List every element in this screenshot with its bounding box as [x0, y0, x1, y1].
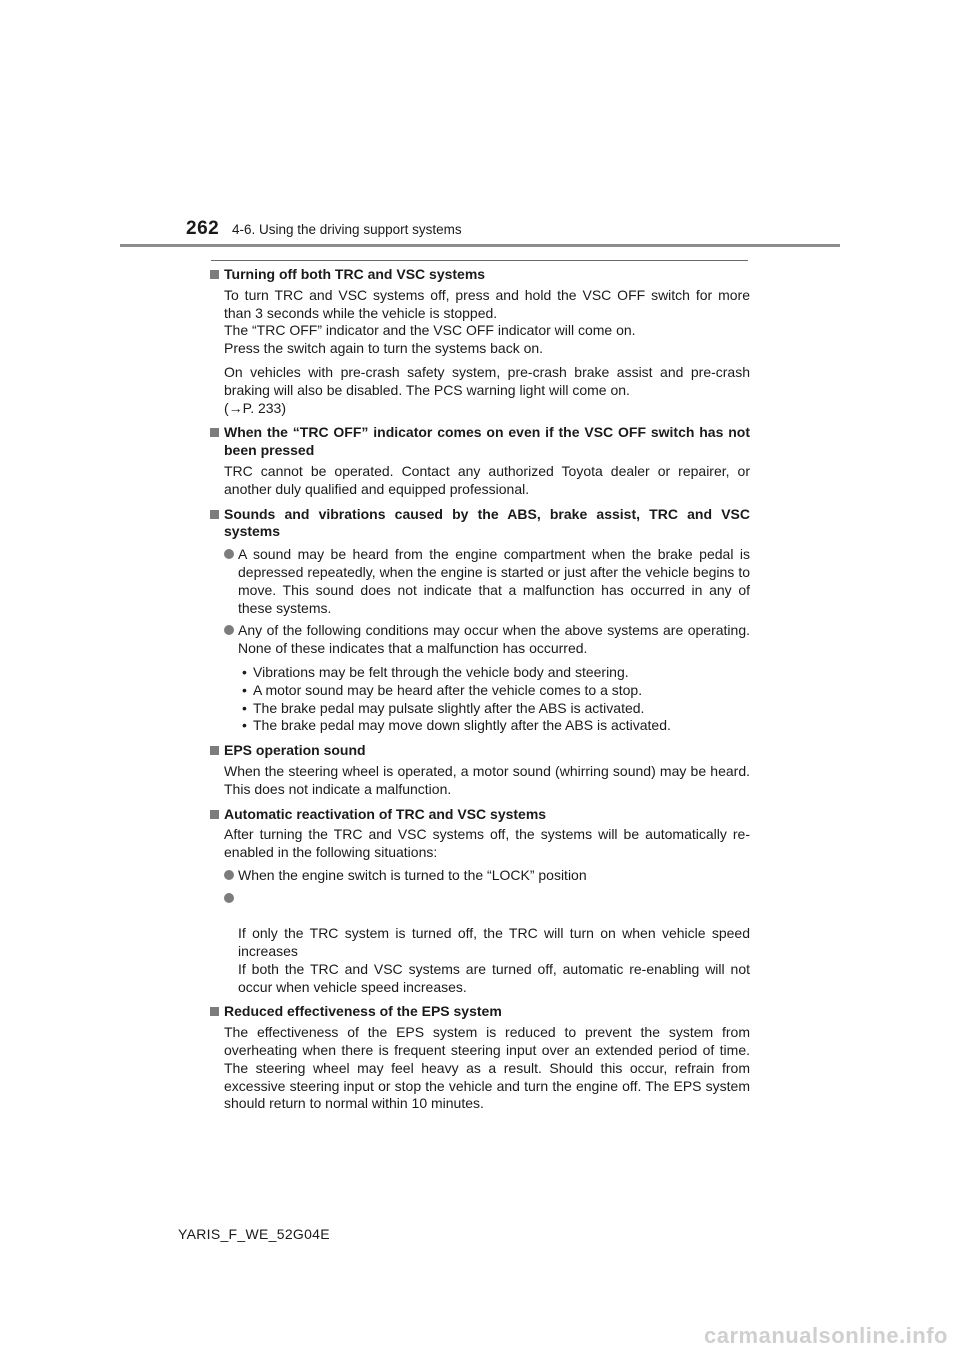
page-number: 262 — [186, 218, 220, 239]
section-heading-text: Automatic reactivation of TRC and VSC systems — [224, 805, 547, 822]
square-bullet-icon — [210, 270, 219, 279]
sub-bullet-item: • A motor sound may be heard after the vehicle comes to a stop. — [242, 682, 750, 700]
circle-bullet-icon — [224, 893, 234, 903]
sub-bullet-list — [210, 664, 750, 735]
section-title: 4-6. Using the driving support systems — [232, 222, 462, 237]
section-auto-reactivation — [210, 806, 750, 997]
circle-bullet-icon — [224, 625, 234, 635]
section-heading-text: Reduced effectiveness of the EPS system — [224, 1003, 502, 1020]
square-bullet-icon — [210, 510, 219, 519]
section-heading-text: Sounds and vibrations caused by the ABS, brake assist, TRC and VSC systems — [224, 505, 750, 540]
section-heading-text: When the “TRC OFF” indicator comes on even if the VSC OFF switch has not been pressed — [224, 424, 750, 459]
bullet-text: When the engine switch is turned to the “LOCK” position — [238, 866, 587, 883]
section-trc-vsc-off — [210, 266, 750, 417]
square-bullet-icon — [210, 810, 219, 819]
square-bullet-icon — [210, 428, 219, 437]
section-heading — [210, 424, 750, 460]
square-bullet-icon — [210, 746, 219, 755]
header-divider — [120, 244, 840, 247]
section-heading — [210, 266, 750, 284]
sub-bullet-item: • The brake pedal may move down slightly after the ABS is activated. — [242, 717, 750, 735]
circle-bullet-icon — [224, 870, 234, 880]
paragraph: TRC cannot be operated. Contact any authorized Toyota dealer or repairer, or another duly qualified and equipped professional. — [224, 462, 750, 497]
circle-bullet-icon — [224, 549, 234, 559]
square-bullet-icon — [210, 1007, 219, 1016]
paragraph: On vehicles with pre-crash safety system, pre-crash brake assist and pre-crash braking will also be disabled. The PCS warning light will come on. (→P. 233) — [224, 363, 750, 416]
section-eps-effectiveness — [210, 1003, 750, 1113]
sub-bullet-item: • The brake pedal may pulsate slightly after the ABS is activated. — [242, 700, 750, 718]
section-sounds-vibrations — [210, 506, 750, 736]
section-heading — [210, 506, 750, 542]
section-heading-text: Turning off both TRC and VSC systems — [224, 266, 486, 282]
paragraph: The effectiveness of the EPS system is reduced to prevent the system from overheating when there is frequent steering input over an extended period of time. The steering wheel may feel heavy as a result. Should this occur, refrain from excessive steering input or stop the vehicle and turn the engine off. The EPS system should return to normal within 10 minutes. — [224, 1024, 750, 1112]
bullet-item — [210, 867, 750, 885]
section-heading-text: EPS operation sound — [224, 742, 366, 759]
section-trc-off-indicator — [210, 424, 750, 498]
paragraph: When the steering wheel is operated, a motor sound (whirring sound) may be heard. This does not indicate a malfunction. — [224, 762, 750, 797]
bullet-text: A sound may be heard from the engine compartment when the brake pedal is depressed repeatedly, when the engine is started or just after the vehicle begins to move. This sound does not indicate that a malfunction has occurred in any of these systems. — [238, 546, 750, 616]
document-code: YARIS_F_WE_52G04E — [178, 1226, 330, 1242]
section-heading — [210, 1003, 750, 1021]
sub-bullet-item: • Vibrations may be felt through the vehicle body and steering. — [242, 664, 750, 682]
paragraph: To turn TRC and VSC systems off, press and hold the VSC OFF switch for more than 3 seconds while the vehicle is stopped. The “TRC OFF” indicator and the VSC OFF indicator will come on. Press the switch again to turn the systems back on. — [224, 286, 750, 357]
bullet-item — [210, 622, 750, 658]
bullet-text: Any of the following conditions may occur when the above systems are operating. None of these indicates that a malfunction has occurred. — [238, 622, 750, 657]
bullet-item — [210, 890, 750, 997]
bullet-text: If only the TRC system is turned off, the TRC will turn on when vehicle speed increases If both the TRC and VSC systems are turned off, automatic re-enabling will not occur when vehicle speed increases. — [238, 925, 750, 995]
watermark: carmanualsonline.info — [704, 1323, 948, 1348]
content-divider — [211, 260, 748, 261]
bullet-item — [210, 546, 750, 617]
section-heading — [210, 806, 750, 824]
section-heading — [210, 742, 750, 760]
main-content — [210, 266, 750, 1113]
section-eps-sound — [210, 742, 750, 798]
paragraph: After turning the TRC and VSC systems off, the systems will be automatically re-enabled in the following situations: — [224, 826, 750, 861]
